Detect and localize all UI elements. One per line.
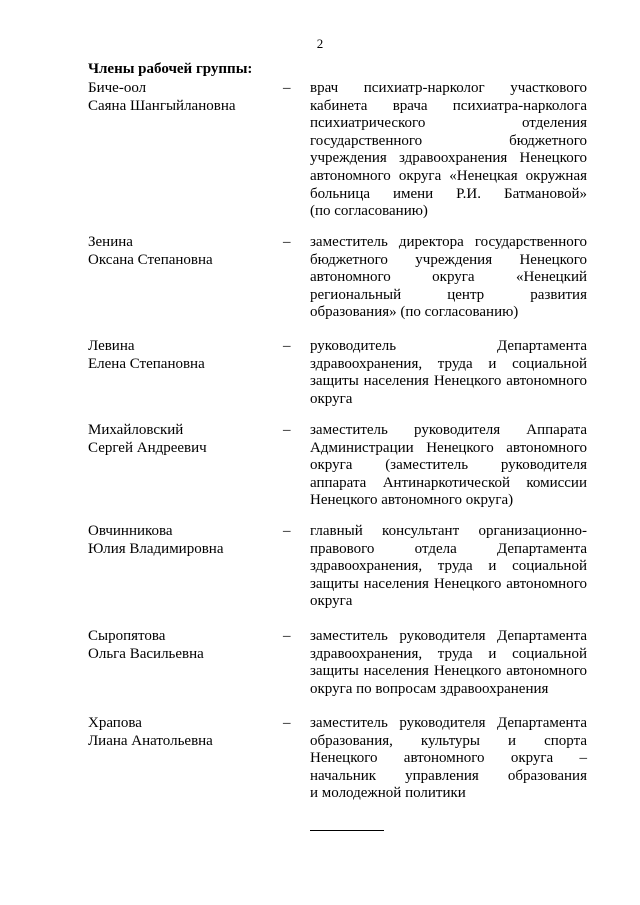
role-word: округа xyxy=(432,269,475,286)
role-line: автономного округа «Ненецкая окружная xyxy=(310,167,587,184)
member-surname: Овчинникова xyxy=(88,523,173,539)
role-word: здравоохранения, xyxy=(310,645,423,662)
role-word: консультант xyxy=(382,523,460,539)
member-given-names: Юлия Владимировна xyxy=(88,540,224,557)
role-word: образования, xyxy=(310,732,393,749)
role-word: Ненецкого xyxy=(519,251,587,268)
role-word: здравоохранения, xyxy=(310,355,423,372)
role-line xyxy=(310,80,587,98)
role-line: Администрации Ненецкого автономного xyxy=(310,439,587,456)
role-line: (по согласованию) xyxy=(310,203,428,220)
member-dash: – xyxy=(283,80,291,96)
role-word: Ненецкого xyxy=(310,750,378,767)
role-line: заместитель руководителя Департамента xyxy=(310,628,587,644)
end-rule xyxy=(310,830,384,831)
member-name xyxy=(88,234,278,269)
role-word: социальной xyxy=(512,355,587,372)
role-word: врач xyxy=(310,80,339,96)
role-word: больница xyxy=(310,185,370,202)
member-given-names: Лиана Анатольевна xyxy=(88,732,213,749)
role-line xyxy=(310,646,587,664)
role-word: автономного xyxy=(403,750,485,767)
member-given-names: Саяна Шангыйлановна xyxy=(88,97,236,114)
role-word: врача xyxy=(392,97,428,114)
role-word: и xyxy=(508,732,517,749)
role-line xyxy=(310,287,587,305)
role-word: культуры xyxy=(420,732,481,749)
member-given-names: Оксана Степановна xyxy=(88,251,213,268)
page-number: 2 xyxy=(316,36,324,51)
role-line xyxy=(310,98,587,116)
member-name xyxy=(88,338,278,373)
role-word: психиатр-нарколог xyxy=(363,80,485,96)
member-surname: Зенина xyxy=(88,234,133,250)
role-word: бюджетного xyxy=(310,251,388,268)
role-word: округа xyxy=(310,457,353,474)
role-word: аппарата xyxy=(310,474,367,491)
role-word: начальник xyxy=(310,767,377,784)
role-line xyxy=(310,558,587,576)
member-role xyxy=(310,628,587,698)
role-word: центр xyxy=(447,286,485,303)
member-surname: Биче-оол xyxy=(88,80,147,96)
role-word: здравоохранения, xyxy=(310,558,423,575)
role-line xyxy=(310,133,587,151)
role-line: учреждения здравоохранения Ненецкого xyxy=(310,150,587,167)
role-word: труда xyxy=(437,645,473,662)
role-word: государственного xyxy=(310,132,423,149)
member-role xyxy=(310,422,587,510)
member-name xyxy=(88,715,278,750)
role-word: Департамента xyxy=(496,338,587,354)
role-word: руководителя xyxy=(500,457,587,474)
role-word: участкового xyxy=(510,80,587,96)
member-role xyxy=(310,715,587,803)
member-role xyxy=(310,523,587,611)
member-given-names: Ольга Васильевна xyxy=(88,645,204,662)
role-word: руководителя xyxy=(414,422,501,438)
member-dash: – xyxy=(283,422,291,438)
role-word: имени xyxy=(392,185,434,202)
role-line: заместитель руководителя Департамента xyxy=(310,715,587,731)
section-heading: Члены рабочей группы: xyxy=(88,61,253,77)
role-word: спорта xyxy=(544,732,587,749)
role-word: «Ненецкий xyxy=(515,269,587,286)
member-dash: – xyxy=(283,715,291,731)
member-surname: Левина xyxy=(88,338,135,354)
role-word: социальной xyxy=(512,645,587,662)
role-line xyxy=(310,115,587,133)
role-line xyxy=(310,750,587,768)
role-line: образования» (по согласованию) xyxy=(310,304,519,321)
member-name xyxy=(88,80,278,115)
role-word: региональный xyxy=(310,286,402,303)
role-word: комиссии xyxy=(526,474,587,491)
member-name xyxy=(88,628,278,663)
role-word: управления xyxy=(405,767,479,784)
role-line xyxy=(310,541,587,559)
role-word: Департамента xyxy=(496,540,587,557)
role-word: Антинаркотической xyxy=(382,474,511,491)
role-word: психиатрического xyxy=(310,115,426,132)
role-line: заместитель директора государственного xyxy=(310,234,587,250)
role-line: защиты населения Ненецкого автономного xyxy=(310,663,587,680)
role-word: организационно- xyxy=(478,523,587,539)
role-word: психиатра-нарколога xyxy=(452,97,587,114)
role-word: главный xyxy=(310,523,363,539)
role-word: и xyxy=(488,355,497,372)
role-word: руководитель xyxy=(310,338,397,354)
role-word: социальной xyxy=(512,558,587,575)
member-role xyxy=(310,234,587,322)
role-word: и xyxy=(488,558,497,575)
role-line xyxy=(310,768,587,786)
member-name xyxy=(88,523,278,558)
role-word: отдела xyxy=(414,540,457,557)
role-word: – xyxy=(579,750,587,767)
role-word: бюджетного xyxy=(509,132,587,149)
role-line xyxy=(310,186,587,204)
role-line: и молодежной политики xyxy=(310,785,466,802)
role-word: Батмановой» xyxy=(503,185,587,202)
role-word: правового xyxy=(310,540,375,557)
member-dash: – xyxy=(283,523,291,539)
role-word: отделения xyxy=(521,115,587,132)
role-line: округа xyxy=(310,593,353,610)
role-line xyxy=(310,338,587,356)
role-line: округа xyxy=(310,390,353,407)
member-given-names: Елена Степановна xyxy=(88,355,205,372)
role-word: округа xyxy=(510,750,554,767)
role-word: автономного xyxy=(310,269,391,286)
role-line xyxy=(310,356,587,374)
role-word: и xyxy=(488,645,497,662)
role-line xyxy=(310,523,587,541)
role-word: развития xyxy=(530,286,587,303)
role-word: труда xyxy=(437,558,473,575)
role-word: (заместитель xyxy=(385,457,469,474)
role-line xyxy=(310,475,587,493)
role-line xyxy=(310,252,587,270)
member-surname: Сыропятова xyxy=(88,628,166,644)
member-name xyxy=(88,422,278,457)
member-dash: – xyxy=(283,338,291,354)
member-given-names: Сергей Андреевич xyxy=(88,439,207,456)
role-word: учреждения xyxy=(415,251,493,268)
member-role xyxy=(310,338,587,408)
member-dash: – xyxy=(283,628,291,644)
role-line xyxy=(310,422,587,440)
member-surname: Храпова xyxy=(88,715,142,731)
role-line: округа по вопросам здравоохранения xyxy=(310,680,549,697)
role-word: заместитель xyxy=(310,422,388,438)
role-word: кабинета xyxy=(310,97,368,114)
member-dash: – xyxy=(283,234,291,250)
role-word: Р.И. xyxy=(456,185,481,202)
role-line: защиты населения Ненецкого автономного xyxy=(310,575,587,592)
member-role xyxy=(310,80,587,221)
role-word: Аппарата xyxy=(526,422,587,438)
role-line xyxy=(310,269,587,287)
role-line: защиты населения Ненецкого автономного xyxy=(310,373,587,390)
role-word: образования xyxy=(507,767,587,784)
role-line xyxy=(310,457,587,475)
role-line xyxy=(310,733,587,751)
role-word: труда xyxy=(437,355,473,372)
role-line: Ненецкого автономного округа) xyxy=(310,492,514,509)
member-surname: Михайловский xyxy=(88,422,184,438)
